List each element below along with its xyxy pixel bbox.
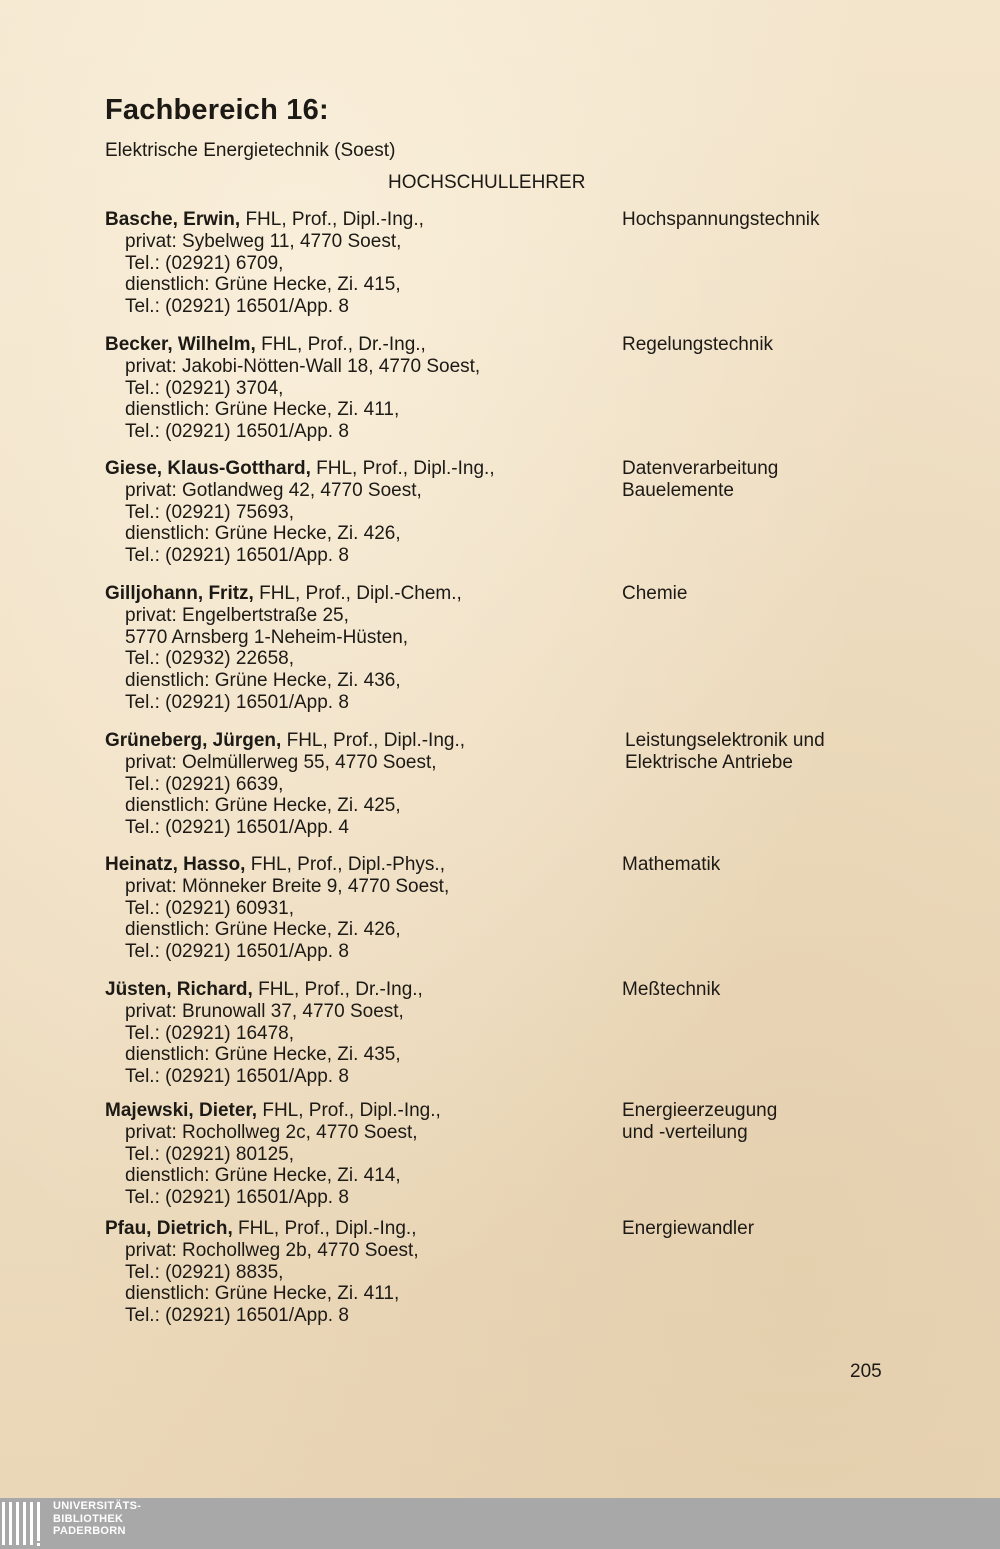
subject-line: und -verteilung [622,1121,748,1143]
contact-detail-line: Tel.: (02921) 3704, [125,377,284,399]
contact-detail-line: dienstlich: Grüne Hecke, Zi. 411, [125,1283,400,1305]
subject-line: Bauelemente [622,479,734,501]
entry-contact-block [105,854,605,963]
library-name-line: BIBLIOTHEK [53,1512,124,1525]
professor-name: Basche, Erwin, [105,209,241,230]
contact-detail-line: Tel.: (02921) 6709, [125,252,284,274]
contact-detail-line: dienstlich: Grüne Hecke, Zi. 426, [125,523,401,545]
entry-heading-line [105,1100,605,1122]
contact-detail-line: 5770 Arnsberg 1-Neheim-Hüsten, [125,626,409,648]
library-footer [0,1498,1000,1549]
professor-name: Majewski, Dieter, [105,1100,258,1121]
contact-detail-line: dienstlich: Grüne Hecke, Zi. 436, [125,670,401,692]
contact-detail-line: privat: Gotlandweg 42, 4770 Soest, [125,479,422,501]
subject-line: Datenverarbeitung [622,458,779,479]
subject-line: Meßtechnik [622,979,721,1000]
entry-heading-line [105,979,605,1001]
library-name [53,1500,141,1538]
professor-title: FHL, Prof., Dipl.-Chem., [253,583,462,604]
entry-heading-line [105,209,605,231]
subject-line: Energiewandler [622,1218,755,1239]
contact-detail-line: dienstlich: Grüne Hecke, Zi. 414, [125,1165,401,1187]
entry-heading-line [105,730,605,752]
professor-title: FHL, Prof., Dr.-Ing., [252,979,423,1000]
subject-line: Mathematik [622,854,721,875]
contact-detail-line: Tel.: (02921) 16501/App. 8 [125,1305,349,1327]
professor-title: FHL, Prof., Dipl.-Ing., [281,730,466,751]
contact-detail-line: Tel.: (02921) 6639, [125,773,284,795]
contact-detail-line: Tel.: (02921) 16501/App. 4 [125,817,349,839]
contact-detail-line: Tel.: (02921) 60931, [125,897,295,919]
subject-area [622,209,882,231]
professor-title: FHL, Prof., Dr.-Ing., [255,334,426,355]
contact-detail-line: Tel.: (02921) 16501/App. 8 [125,941,349,963]
entry-contact-block [105,1100,605,1209]
contact-detail-line: dienstlich: Grüne Hecke, Zi. 415, [125,274,401,296]
subject-line: Hochspannungstechnik [622,209,820,230]
contact-detail-line: Tel.: (02921) 16501/App. 8 [125,421,349,443]
subject-area [622,583,882,605]
subject-area [622,334,882,356]
subject-area [622,458,882,502]
contact-detail-line: dienstlich: Grüne Hecke, Zi. 426, [125,919,401,941]
professor-name: Heinatz, Hasso, [105,854,246,875]
contact-detail-line: privat: Brunowall 37, 4770 Soest, [125,1000,404,1022]
subject-area [622,979,882,1001]
entry-contact-block [105,334,605,443]
professor-title: FHL, Prof., Dipl.-Ing., [240,209,424,230]
subject-line: Energieerzeugung [622,1100,778,1121]
entry-heading-line [105,334,605,356]
contact-detail-line: privat: Jakobi-Nötten-Wall 18, 4770 Soest, [125,355,481,377]
contact-detail-line: privat: Rochollweg 2c, 4770 Soest, [125,1121,418,1143]
professor-name: Grüneberg, Jürgen, [105,730,282,751]
page-title: Fachbereich 16: [105,94,329,126]
entry-heading-line [105,458,605,480]
entry-heading-line [105,583,605,605]
subject-line: Regelungstechnik [622,334,774,355]
subject-line: Leistungselektronik und [625,730,825,751]
contact-detail-line: privat: Rochollweg 2b, 4770 Soest, [125,1239,419,1261]
professor-title: FHL, Prof., Dipl.-Phys., [245,854,445,875]
university-library-logo-icon [0,1498,46,1549]
subject-area [622,1218,882,1240]
professor-name: Jüsten, Richard, [105,979,253,1000]
contact-detail-line: Tel.: (02921) 16501/App. 8 [125,1187,349,1209]
professor-name: Pfau, Dietrich, [105,1218,233,1239]
contact-detail-line: Tel.: (02921) 80125, [125,1143,295,1165]
contact-detail-line: Tel.: (02921) 16501/App. 8 [125,691,349,713]
section-heading: HOCHSCHULLEHRER [388,172,586,193]
contact-detail-line: Tel.: (02921) 16478, [125,1022,295,1044]
contact-detail-line: dienstlich: Grüne Hecke, Zi. 411, [125,399,400,421]
contact-detail-line: Tel.: (02932) 22658, [125,648,295,670]
contact-detail-line: privat: Oelmüllerweg 55, 4770 Soest, [125,751,437,773]
professor-name: Gilljohann, Fritz, [105,583,254,604]
library-name-line: PADERBORN [53,1525,126,1537]
professor-name: Becker, Wilhelm, [105,334,256,355]
library-name-line: UNIVERSITÄTS- [53,1500,142,1512]
page-number: 205 [850,1361,882,1382]
subject-area [625,730,885,774]
professor-title: FHL, Prof., Dipl.-Ing., [232,1218,417,1239]
entry-contact-block [105,583,605,714]
contact-detail-line: Tel.: (02921) 75693, [125,501,295,523]
subject-line: Elektrische Antriebe [625,751,793,773]
contact-detail-line: dienstlich: Grüne Hecke, Zi. 425, [125,795,401,817]
contact-detail-line: Tel.: (02921) 16501/App. 8 [125,545,349,567]
entry-heading-line [105,1218,605,1240]
professor-title: FHL, Prof., Dipl.-Ing., [310,458,495,479]
entry-contact-block [105,209,605,318]
contact-detail-line: Tel.: (02921) 8835, [125,1261,284,1283]
contact-detail-line: Tel.: (02921) 16501/App. 8 [125,296,349,318]
entry-heading-line [105,854,605,876]
entry-contact-block [105,1218,605,1327]
contact-detail-line: dienstlich: Grüne Hecke, Zi. 435, [125,1044,401,1066]
contact-detail-line: privat: Sybelweg 11, 4770 Soest, [125,230,402,252]
department-subtitle: Elektrische Energietechnik (Soest) [105,140,396,161]
contact-detail-line: privat: Engelbertstraße 25, [125,604,349,626]
contact-detail-line: privat: Mönneker Breite 9, 4770 Soest, [125,875,450,897]
subject-area [622,854,882,876]
entry-contact-block [105,979,605,1088]
subject-line: Chemie [622,583,688,604]
entry-contact-block [105,458,605,567]
entry-contact-block [105,730,605,839]
subject-area [622,1100,882,1144]
professor-title: FHL, Prof., Dipl.-Ing., [257,1100,441,1121]
professor-name: Giese, Klaus-Gotthard, [105,458,311,479]
contact-detail-line: Tel.: (02921) 16501/App. 8 [125,1066,349,1088]
